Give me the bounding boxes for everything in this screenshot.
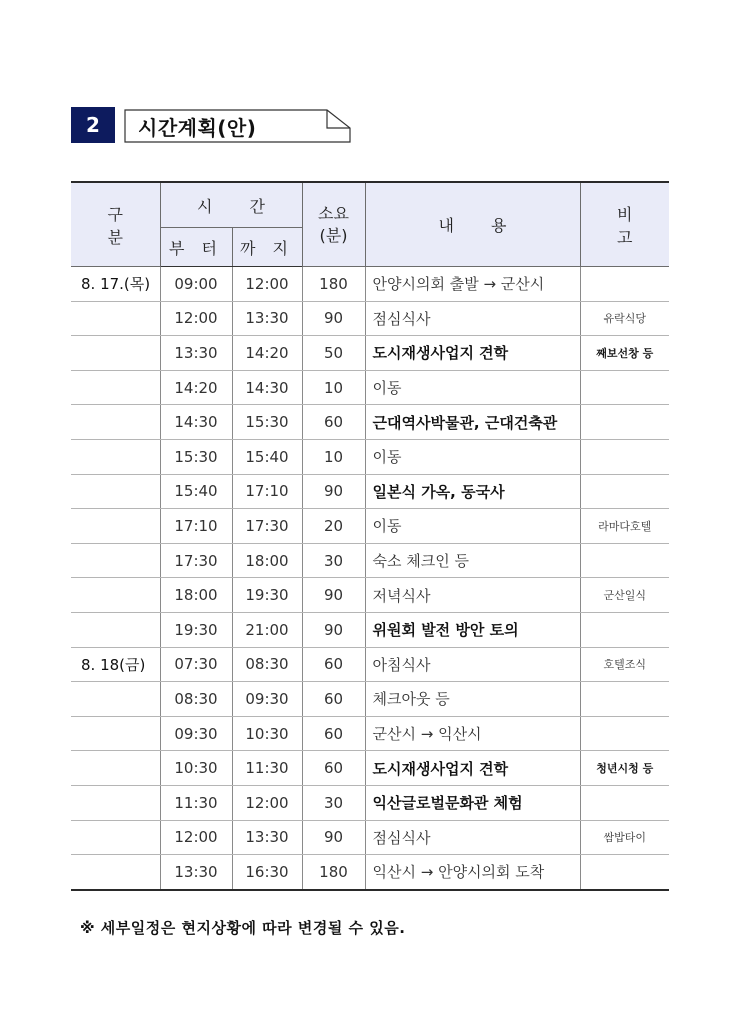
date-cell [71, 751, 160, 786]
content-cell: 도시재생사업지 견학 [365, 751, 580, 786]
remarks-cell [580, 370, 669, 405]
remarks-cell [580, 682, 669, 717]
end-time-cell: 10:30 [232, 716, 302, 751]
remarks-cell [580, 612, 669, 647]
end-time-cell: 19:30 [232, 578, 302, 613]
duration-cell: 30 [302, 543, 365, 578]
header-to: 까 지 [232, 228, 302, 267]
content-cell: 익산시 → 안양시의회 도착 [365, 855, 580, 890]
end-time-cell: 12:00 [232, 785, 302, 820]
start-time-cell: 09:30 [160, 716, 232, 751]
content-cell: 점심식사 [365, 820, 580, 855]
start-time-cell: 12:00 [160, 820, 232, 855]
duration-cell: 90 [302, 578, 365, 613]
start-time-cell: 14:30 [160, 405, 232, 440]
end-time-cell: 18:00 [232, 543, 302, 578]
duration-cell: 60 [302, 682, 365, 717]
header-from: 부 터 [160, 228, 232, 267]
start-time-cell: 11:30 [160, 785, 232, 820]
header-remarks: 비 고 [580, 182, 669, 267]
table-row [71, 578, 669, 613]
table-row [71, 267, 669, 302]
remarks-cell [580, 405, 669, 440]
date-cell [71, 820, 160, 855]
table-row [71, 370, 669, 405]
table-row [71, 543, 669, 578]
table-row [71, 439, 669, 474]
end-time-cell: 17:30 [232, 509, 302, 544]
table-row [71, 509, 669, 544]
table-row [71, 336, 669, 371]
date-cell: 8. 18(금) [71, 647, 160, 682]
date-cell [71, 405, 160, 440]
content-cell: 숙소 체크인 등 [365, 543, 580, 578]
start-time-cell: 15:40 [160, 474, 232, 509]
table-row [71, 682, 669, 717]
remarks-cell [580, 439, 669, 474]
header-content: 내 용 [365, 182, 580, 267]
date-cell [71, 336, 160, 371]
remarks-cell [580, 543, 669, 578]
end-time-cell: 16:30 [232, 855, 302, 890]
end-time-cell: 14:30 [232, 370, 302, 405]
duration-cell: 60 [302, 751, 365, 786]
date-cell [71, 474, 160, 509]
duration-cell: 20 [302, 509, 365, 544]
content-cell: 점심식사 [365, 301, 580, 336]
end-time-cell: 13:30 [232, 301, 302, 336]
remarks-cell: 호텔조식 [580, 647, 669, 682]
duration-cell: 50 [302, 336, 365, 371]
table-row [71, 751, 669, 786]
content-cell: 저녁식사 [365, 578, 580, 613]
content-cell: 군산시 → 익산시 [365, 716, 580, 751]
duration-cell: 10 [302, 439, 365, 474]
content-cell: 이동 [365, 370, 580, 405]
start-time-cell: 18:00 [160, 578, 232, 613]
remarks-cell: 청년시청 등 [580, 751, 669, 786]
remarks-cell: 라마다호텔 [580, 509, 669, 544]
date-cell [71, 543, 160, 578]
start-time-cell: 08:30 [160, 682, 232, 717]
remarks-cell [580, 855, 669, 890]
start-time-cell: 13:30 [160, 855, 232, 890]
content-cell: 이동 [365, 439, 580, 474]
end-time-cell: 17:10 [232, 474, 302, 509]
start-time-cell: 17:30 [160, 543, 232, 578]
duration-cell: 60 [302, 405, 365, 440]
header-duration: 소요 (분) [302, 182, 365, 267]
duration-cell: 10 [302, 370, 365, 405]
start-time-cell: 13:30 [160, 336, 232, 371]
header-category: 구 분 [71, 182, 160, 267]
content-cell: 안양시의회 출발 → 군산시 [365, 267, 580, 302]
end-time-cell: 08:30 [232, 647, 302, 682]
duration-cell: 90 [302, 474, 365, 509]
end-time-cell: 13:30 [232, 820, 302, 855]
schedule-table [71, 181, 669, 891]
remarks-cell [580, 716, 669, 751]
duration-cell: 90 [302, 612, 365, 647]
date-cell [71, 785, 160, 820]
start-time-cell: 10:30 [160, 751, 232, 786]
date-cell [71, 301, 160, 336]
date-cell [71, 716, 160, 751]
content-cell: 체크아웃 등 [365, 682, 580, 717]
start-time-cell: 17:10 [160, 509, 232, 544]
date-cell: 8. 17.(목) [71, 267, 160, 302]
table-row [71, 820, 669, 855]
section-title-box [124, 109, 350, 141]
remarks-cell [580, 474, 669, 509]
start-time-cell: 14:20 [160, 370, 232, 405]
start-time-cell: 19:30 [160, 612, 232, 647]
table-row [71, 474, 669, 509]
table-row [71, 716, 669, 751]
duration-cell: 90 [302, 301, 365, 336]
start-time-cell: 12:00 [160, 301, 232, 336]
table-row [71, 301, 669, 336]
content-cell: 위원회 발전 방안 토의 [365, 612, 580, 647]
end-time-cell: 14:20 [232, 336, 302, 371]
remarks-cell: 째보선창 등 [580, 336, 669, 371]
table-row [71, 785, 669, 820]
remarks-cell [580, 785, 669, 820]
end-time-cell: 15:40 [232, 439, 302, 474]
date-cell [71, 578, 160, 613]
content-cell: 익산글로벌문화관 체험 [365, 785, 580, 820]
schedule-rows [71, 267, 669, 890]
start-time-cell: 15:30 [160, 439, 232, 474]
date-cell [71, 612, 160, 647]
duration-cell: 180 [302, 855, 365, 890]
start-time-cell: 09:00 [160, 267, 232, 302]
date-cell [71, 855, 160, 890]
content-cell: 근대역사박물관, 근대건축관 [365, 405, 580, 440]
end-time-cell: 09:30 [232, 682, 302, 717]
duration-cell: 90 [302, 820, 365, 855]
content-cell: 도시재생사업지 견학 [365, 336, 580, 371]
end-time-cell: 12:00 [232, 267, 302, 302]
content-cell: 아침식사 [365, 647, 580, 682]
header-time: 시 간 [160, 182, 302, 228]
remarks-cell: 군산일식 [580, 578, 669, 613]
date-cell [71, 439, 160, 474]
section-title: 시간계획(안) [138, 116, 257, 140]
remarks-cell [580, 267, 669, 302]
duration-cell: 60 [302, 647, 365, 682]
duration-cell: 180 [302, 267, 365, 302]
table-row [71, 405, 669, 440]
end-time-cell: 11:30 [232, 751, 302, 786]
end-time-cell: 15:30 [232, 405, 302, 440]
date-cell [71, 509, 160, 544]
table-row [71, 855, 669, 890]
end-time-cell: 21:00 [232, 612, 302, 647]
remarks-cell: 유락식당 [580, 301, 669, 336]
duration-cell: 30 [302, 785, 365, 820]
footnote: ※ 세부일정은 현지상황에 따라 변경될 수 있음. [80, 919, 406, 937]
content-cell: 일본식 가옥, 동국사 [365, 474, 580, 509]
section-number: 2 [71, 107, 115, 143]
remarks-cell: 쌈밥타이 [580, 820, 669, 855]
date-cell [71, 682, 160, 717]
duration-cell: 60 [302, 716, 365, 751]
table-row [71, 612, 669, 647]
content-cell: 이동 [365, 509, 580, 544]
date-cell [71, 370, 160, 405]
table-row [71, 647, 669, 682]
start-time-cell: 07:30 [160, 647, 232, 682]
